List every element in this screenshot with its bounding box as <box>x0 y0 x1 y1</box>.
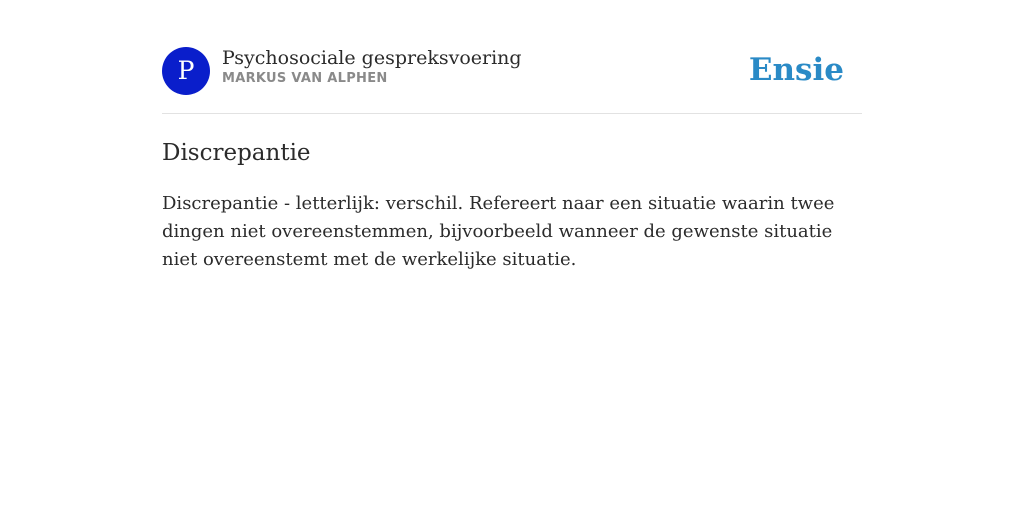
dictionary-title[interactable]: Psychosociale gespreksvoering <box>222 47 522 69</box>
term-definition: Discrepantie - letterlijk: verschil. Refereert naar een situatie waarin twee dingen niet overeenstemmen, bijvoorbeeld wanneer de gewenste situatie niet overeenstemt met de werkelijke situatie. <box>162 193 835 270</box>
dictionary-info <box>222 46 522 86</box>
dictionary-avatar[interactable]: P <box>162 47 210 95</box>
entry-card <box>162 46 862 274</box>
term-title: Discrepantie <box>162 140 311 166</box>
author-name[interactable]: MARKUS VAN ALPHEN <box>222 71 388 86</box>
ensie-logo[interactable]: Ensie <box>748 52 844 88</box>
entry-header <box>162 46 862 114</box>
